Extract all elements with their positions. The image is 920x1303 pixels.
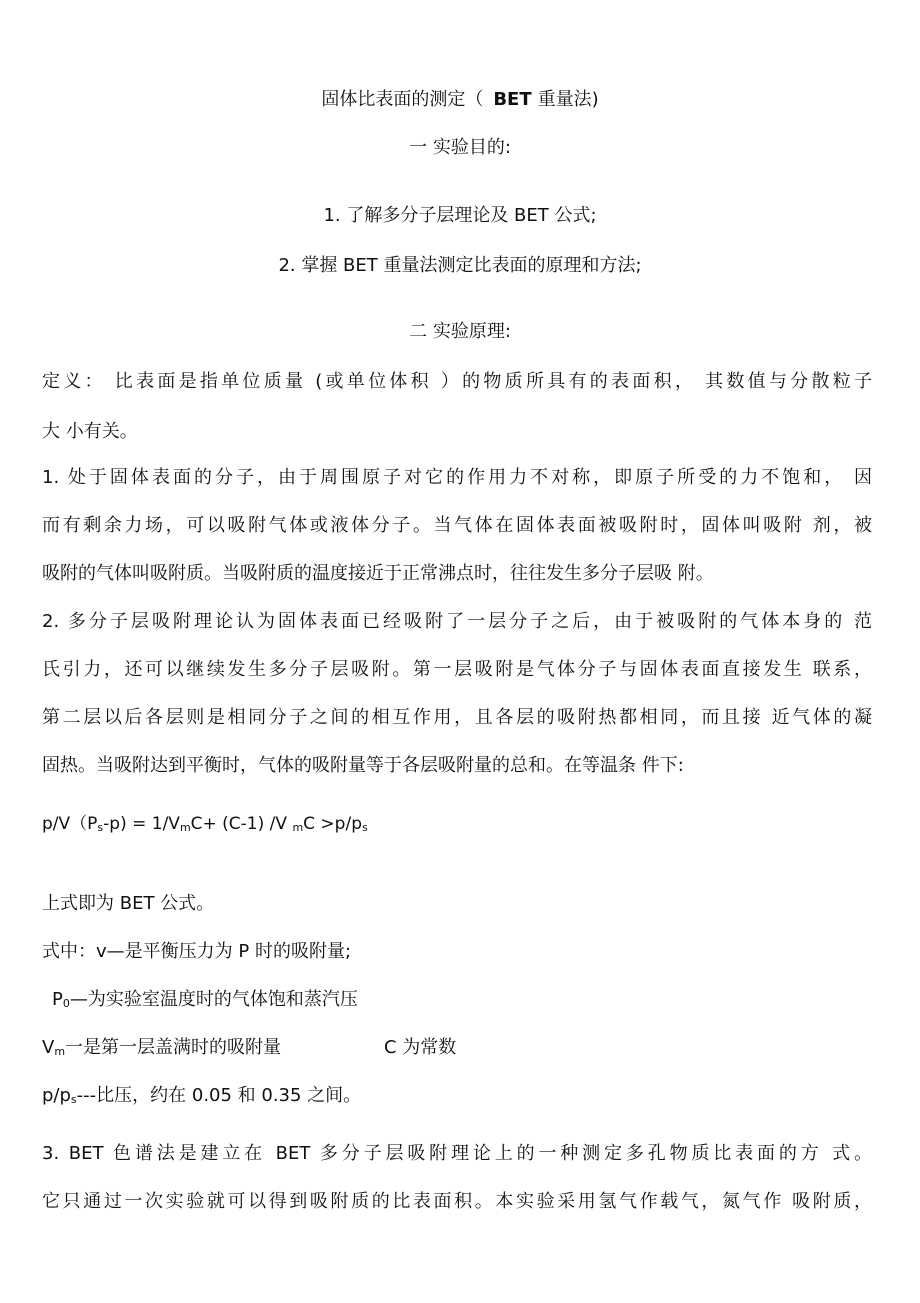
formula-part-1: p/V（P <box>42 814 98 834</box>
point3-line-1: 3. BET 色谱法是建立在 BET 多分子层吸附理论上的一种测定多孔物质比表面的方 式。 <box>42 1143 872 1164</box>
formula-sub-3: m <box>292 821 304 834</box>
vm-text: 一是第一层盖满时的吸附量 <box>65 1037 282 1058</box>
p0-definition <box>52 988 358 1012</box>
bet-note: 上式即为 BET 公式。 <box>42 893 215 914</box>
vm-symbol: V <box>42 1037 55 1058</box>
definition-line-1: 定义： 比表面是指单位质量 (或单位体积 ）的物质所具有的表面积， 其数值与分散粒子 <box>42 371 872 392</box>
point2-line-3: 第二层以后各层则是相同分子之间的相互作用，且各层的吸附热都相同，而且接 近气体的凝 <box>42 707 872 728</box>
page-title <box>0 88 920 112</box>
formula-sub-4: s <box>361 821 368 834</box>
formula-sub-2: m <box>179 821 191 834</box>
point1-line-1: 1. 处于固体表面的分子，由于周围原子对它的作用力不对称，即原子所受的力不饱和， 因 <box>42 467 872 488</box>
ratio-definition <box>42 1084 361 1108</box>
point3-line-2: 它只通过一次实验就可以得到吸附质的比表面积。本实验采用氢气作载气，氮气作 吸附质， <box>42 1191 872 1212</box>
point2-line-2: 氏引力，还可以继续发生多分子层吸附。第一层吸附是气体分子与固体表面直接发生 联系， <box>42 659 872 680</box>
section1-item-2: 2. 掌握 BET 重量法测定比表面的原理和方法; <box>278 255 642 276</box>
formula-part-2: -p) = 1/V <box>103 814 180 834</box>
section2-heading: 二 实验原理: <box>409 321 511 342</box>
vm-definition <box>42 1036 281 1060</box>
c-constant-note: C 为常数 <box>384 1037 457 1058</box>
section1-item-1: 1. 了解多分子层理论及 BET 公式; <box>323 205 597 226</box>
point1-line-2: 而有剩余力场，可以吸附气体或液体分子。当气体在固体表面被吸附时，固体叫吸附 剂，被 <box>42 515 872 536</box>
bet-formula <box>42 812 368 836</box>
title-rest: 重量法) <box>537 89 599 110</box>
section1-heading: 一 实验目的: <box>409 137 511 158</box>
ratio-sub: s <box>70 1093 77 1106</box>
formula-sub-1: s <box>97 821 104 834</box>
formula-part-4: C >p/p <box>303 814 362 834</box>
point1-line-3: 吸附的气体叫吸附质。当吸附质的温度接近于正常沸点时，往往发生多分子层吸 附。 <box>42 563 714 584</box>
p0-sub: 0 <box>62 997 70 1010</box>
ratio-symbol: p/p <box>42 1085 71 1106</box>
vm-sub: m <box>54 1045 66 1058</box>
title-text: 固体比表面的测定（ <box>321 89 484 110</box>
title-bold: BET <box>493 89 532 110</box>
definition-line-2: 大 小有关。 <box>42 421 138 442</box>
point2-line-1: 2. 多分子层吸附理论认为固体表面已经吸附了一层分子之后，由于被吸附的气体本身的 范 <box>42 611 872 632</box>
point2-line-4: 固热。当吸附达到平衡时，气体的吸附量等于各层吸附量的总和。在等温条 件下: <box>42 755 684 776</box>
ratio-text: ---比压，约在 0.05 和 0.35 之间。 <box>76 1085 362 1106</box>
p0-symbol: P <box>52 989 63 1010</box>
formula-part-3: C+ (C-1) /V <box>190 814 293 834</box>
p0-text: —为实验室温度时的气体饱和蒸汽压 <box>69 989 358 1010</box>
where-v: 式中：v—是平衡压力为 P 时的吸附量; <box>42 941 352 962</box>
